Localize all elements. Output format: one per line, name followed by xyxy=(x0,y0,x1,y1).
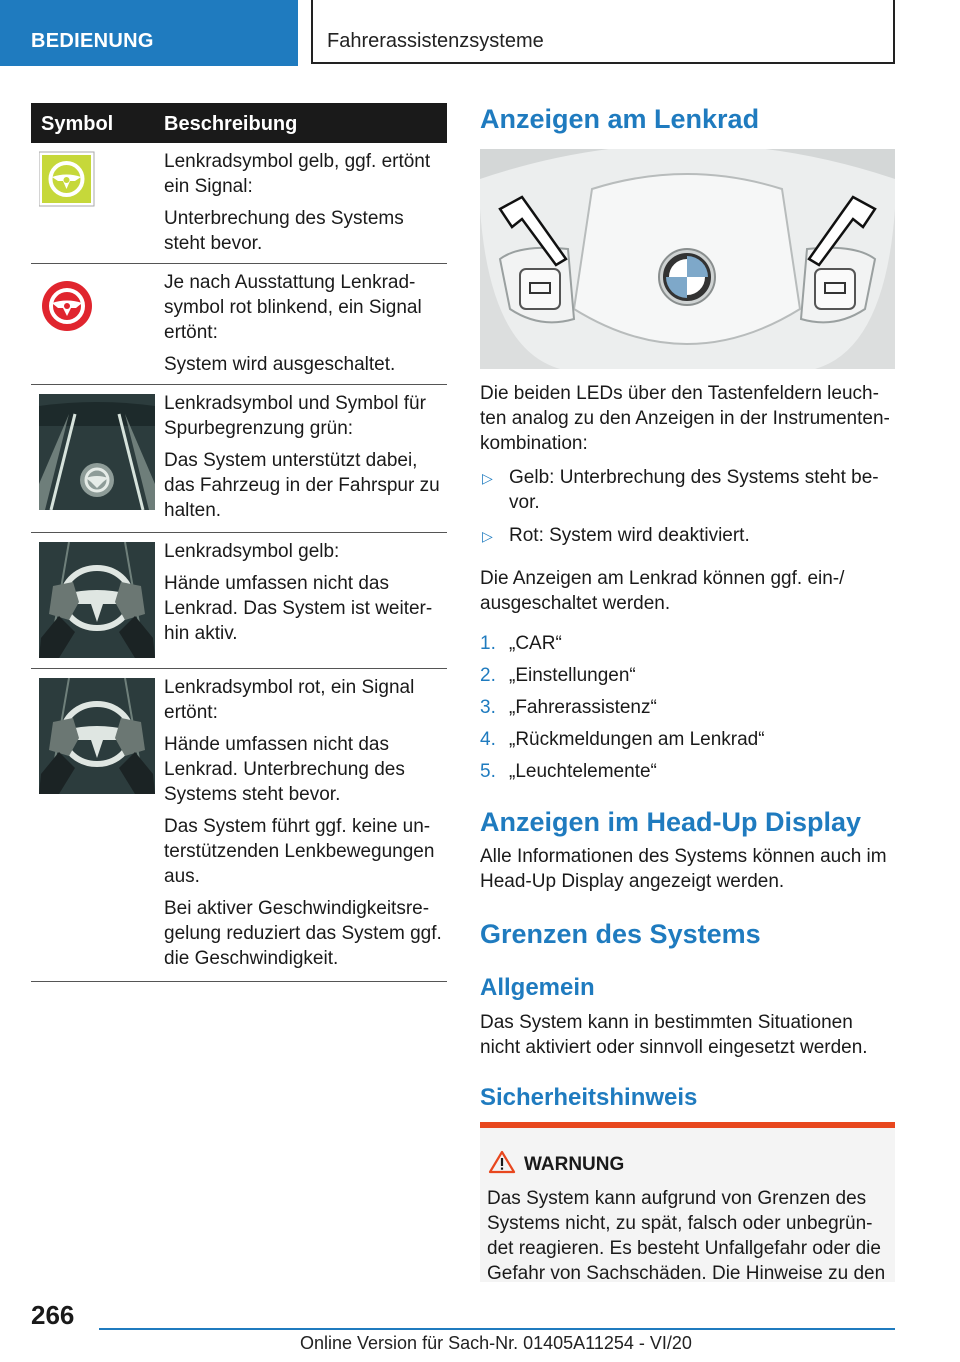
section-tab xyxy=(0,0,298,66)
step-text: „Fahrerassistenz“ xyxy=(509,697,657,718)
row-text: Das System unterstützt dabei, das Fahrzeug in der Fahrspur zu halten. xyxy=(164,450,440,521)
table-row xyxy=(31,385,447,533)
step-text: „Leuchtelemente“ xyxy=(509,761,657,782)
row-text: Lenkradsymbol gelb, ggf. ertönt ein Signal: xyxy=(164,151,431,197)
row-text: Lenkradsymbol und Symbol für Spurbegrenzung grün: xyxy=(164,393,426,439)
triangle-bullet-icon: ▷ xyxy=(482,470,493,486)
para-allgemein: Das System kann in bestimmten Situationen nicht aktiviert oder sinnvoll eingesetzt werden. xyxy=(480,1012,868,1058)
list-item xyxy=(480,695,895,727)
step-text: „CAR“ xyxy=(509,633,562,654)
row-text: Lenkradsymbol rot, ein Signal ertönt: xyxy=(164,677,415,723)
warning-title: WARNUNG xyxy=(524,1154,625,1175)
step-text: „Rückmeldungen am Lenkrad“ xyxy=(509,729,765,750)
chapter-header xyxy=(311,0,895,64)
row-text: Das System führt ggf. keine un-terstützenden Lenkbewegungen aus. xyxy=(164,816,435,887)
para-hud: Alle Informationen des Systems können auch im Head-Up Display angezeigt werden. xyxy=(480,846,887,892)
footer-online-version: Online Version für Sach-Nr. 01405A11254 - VI/20 xyxy=(300,1333,692,1353)
table-header xyxy=(31,103,447,143)
table-row xyxy=(31,533,447,669)
list-item xyxy=(480,523,895,548)
table-row xyxy=(31,264,447,385)
section-label: BEDIENUNG xyxy=(31,30,154,52)
heading-hud: Anzeigen im Head-Up Display xyxy=(480,807,862,837)
bullet-text: Gelb: Unterbrechung des Systems steht be-vor. xyxy=(509,467,879,513)
bullet-list xyxy=(480,465,895,548)
col-desc-header: Beschreibung xyxy=(164,113,298,135)
numbered-list xyxy=(480,631,895,791)
steering-wheel-red-icon xyxy=(39,278,95,339)
heading-grenzen: Grenzen des Systems xyxy=(480,919,761,949)
table-row xyxy=(31,143,447,264)
row-text: Bei aktiver Geschwindigkeitsre-gelung reduziert das System ggf. die Geschwindigkeit. xyxy=(164,898,442,969)
para-leds: Die beiden LEDs über den Tastenfeldern leuch-ten analog zu den Anzeigen in der Instrumenten-kombination: xyxy=(480,383,890,454)
heading-allgemein: Allgemein xyxy=(480,974,595,1001)
hands-on-wheel-yellow-icon xyxy=(39,542,155,663)
bullet-text: Rot: System wird deaktiviert. xyxy=(509,525,750,546)
warning-text: Das System kann aufgrund von Grenzen des Systems nicht, zu spät, falsch oder unbegrün-det reagieren. Es besteht Unfallgefahr oder die Gefahr von Sachschäden. Die Hinweise zu den xyxy=(487,1188,886,1282)
hands-on-wheel-red-icon xyxy=(39,678,155,799)
symbol-table xyxy=(31,103,447,982)
chapter-title: Fahrerassistenzsysteme xyxy=(327,30,544,52)
row-text: Unterbrechung des Systems steht bevor. xyxy=(164,208,404,254)
footer-divider xyxy=(99,1328,895,1330)
list-item xyxy=(480,631,895,663)
step-number: 2. xyxy=(480,665,496,686)
row-text: Lenkradsymbol gelb: xyxy=(164,541,340,562)
heading-lenkrad: Anzeigen am Lenkrad xyxy=(480,104,760,134)
warning-triangle-icon xyxy=(488,1150,516,1179)
row-text: System wird ausgeschaltet. xyxy=(164,354,396,375)
warning-box xyxy=(480,1122,895,1282)
step-text: „Einstellungen“ xyxy=(509,665,636,686)
list-item xyxy=(480,759,895,791)
list-item xyxy=(480,663,895,695)
step-number: 1. xyxy=(480,633,496,654)
step-number: 3. xyxy=(480,697,496,718)
table-row xyxy=(31,669,447,982)
heading-sicherheit: Sicherheitshinweis xyxy=(480,1084,698,1111)
step-number: 4. xyxy=(480,729,496,750)
lane-steering-green-icon xyxy=(39,394,155,515)
row-text: Hände umfassen nicht das Lenkrad. Das System ist weiter-hin aktiv. xyxy=(164,573,433,644)
steering-wheel-photo xyxy=(480,149,895,369)
list-item xyxy=(480,727,895,759)
para-einaus: Die Anzeigen am Lenkrad können ggf. ein-/ ausgeschaltet werden. xyxy=(480,568,845,614)
col-symbol-header: Symbol xyxy=(41,113,114,135)
page-number: 266 xyxy=(31,1300,75,1330)
triangle-bullet-icon: ▷ xyxy=(482,528,493,544)
step-number: 5. xyxy=(480,761,496,782)
row-text: Hände umfassen nicht das Lenkrad. Unterbrechung des Systems steht bevor. xyxy=(164,734,405,805)
row-text: Je nach Ausstattung Lenkrad-symbol rot blinkend, ein Signal ertönt: xyxy=(164,272,422,343)
list-item xyxy=(480,465,895,515)
steering-wheel-yellow-icon xyxy=(39,151,95,212)
